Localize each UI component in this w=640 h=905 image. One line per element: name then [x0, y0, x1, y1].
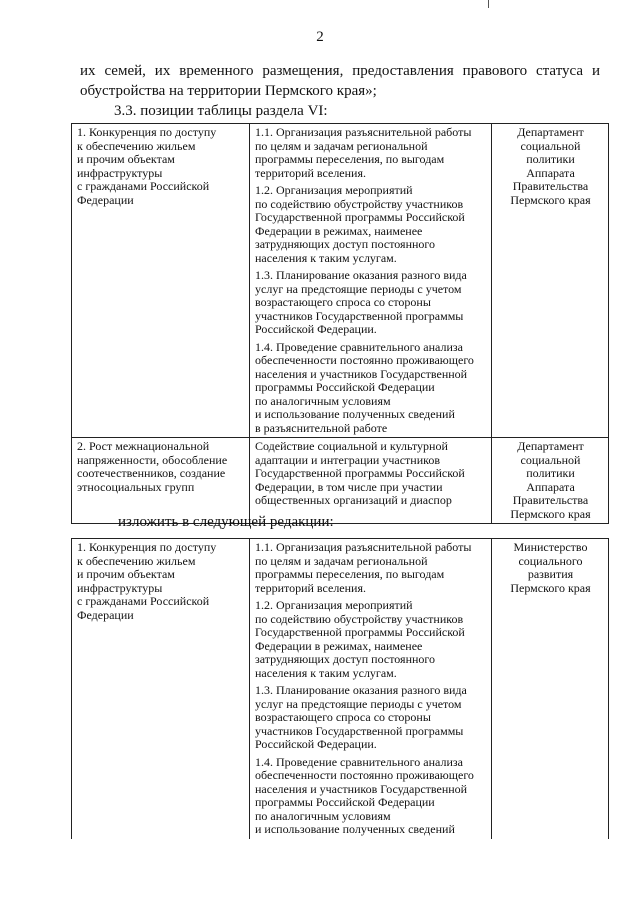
measure-item: Содействие социальной и культурной адаптации и интеграции участников Государственной программы Российской Федерации, в том числе при участии общественных организаций и диаспор: [255, 439, 465, 507]
measure-item: 1.3. Планирование оказания разного вида услуг на предстоящие периоды с учетом возрастающего спроса со стороны участников Государственной программы Российской Федерации.: [255, 683, 467, 751]
measures-cell: [250, 438, 492, 524]
measures-cell: [250, 539, 492, 839]
problem-cell: 1. Конкуренция по доступу к обеспечению жильем и прочим объектам инфраструктуры с гражданами Российской Федерации: [72, 124, 250, 438]
intro-text: [80, 61, 600, 121]
measures-cell: [250, 124, 492, 438]
intro-paragraph: их семей, их временного размещения, предоставления правового статуса и обустройства на территории Пермского края»;: [80, 63, 600, 99]
scan-edge-mark: [488, 0, 489, 8]
measure-item: 1.2. Организация мероприятий по содействию обустройству участников Государственной программы Российской Федерации в режимах, наименее затрудняющих доступ постоянного населения к таким услугам.: [255, 183, 465, 265]
page-number: 2: [316, 29, 324, 45]
new-edition-lead: изложить в следующей редакции:: [118, 514, 334, 530]
measure-item: 1.4. Проведение сравнительного анализа обеспеченности постоянно проживающего населения и участников Государственной программы Российской Федерации по аналогичным условиям и использование полученных сведений: [255, 754, 474, 836]
responsible-cell: Департамент социальной политики Аппарата Правительства Пермского края: [492, 124, 609, 438]
section-reference: 3.3. позиции таблицы раздела VI:: [114, 103, 328, 119]
table-row: [72, 124, 609, 438]
responsible-cell: Министерство социального развития Пермского края: [492, 539, 609, 839]
responsible-cell: Департамент социальной политики Аппарата Правительства Пермского края: [492, 438, 609, 524]
measure-item: 1.4. Проведение сравнительного анализа обеспеченности постоянно проживающего населения и участников Государственной программы Российской Федерации по аналогичным условиям и использование полученных сведений в разъяснительной работе: [255, 339, 474, 435]
table-row: [72, 438, 609, 524]
new-positions-table: [71, 538, 609, 839]
measure-item: 1.1. Организация разъяснительной работы по целям и задачам региональной программы переселения, по выгодам территорий вселения.: [255, 125, 472, 180]
measure-item: 1.2. Организация мероприятий по содействию обустройству участников Государственной программы Российской Федерации в режимах, наименее затрудняющих доступ постоянного населения к таким услугам.: [255, 598, 465, 680]
old-positions-table: [71, 123, 609, 524]
measure-item: 1.1. Организация разъяснительной работы по целям и задачам региональной программы переселения, по выгодам территорий вселения.: [255, 540, 472, 595]
problem-cell: 2. Рост межнациональной напряженности, обособление соотечественников, создание этносоциальных групп: [72, 438, 250, 524]
table-row: [72, 539, 609, 839]
measure-item: 1.3. Планирование оказания разного вида услуг на предстоящие периоды с учетом возрастающего спроса со стороны участников Государственной программы Российской Федерации.: [255, 268, 467, 336]
problem-cell: 1. Конкуренция по доступу к обеспечению жильем и прочим объектам инфраструктуры с гражданами Российской Федерации: [72, 539, 250, 839]
